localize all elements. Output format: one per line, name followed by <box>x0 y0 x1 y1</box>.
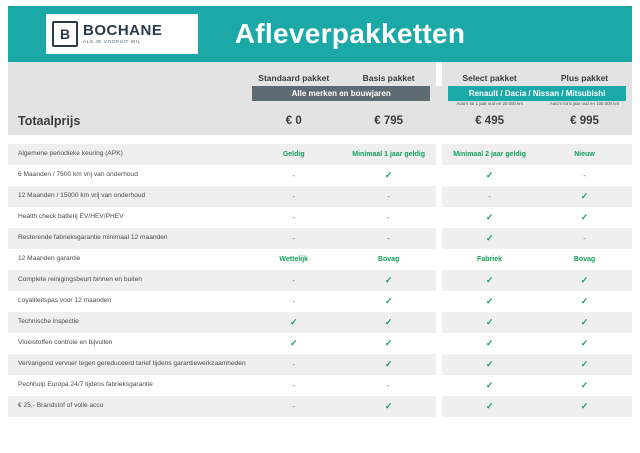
feature-value <box>246 270 341 291</box>
value-text: Geldig <box>282 150 305 158</box>
table-row <box>8 312 632 333</box>
fineprint-empty <box>8 101 246 110</box>
table-row <box>8 270 632 291</box>
dash-icon: - <box>583 233 586 243</box>
band-cell <box>442 62 537 70</box>
check-icon: ✓ <box>485 169 494 180</box>
feature-value <box>246 144 341 165</box>
feature-label: Loyaliteitspas voor 12 maanden <box>8 291 246 312</box>
check-icon: ✓ <box>485 274 494 285</box>
header-empty-cell <box>8 70 246 86</box>
feature-value <box>537 312 632 333</box>
gap-cell <box>8 135 246 144</box>
feature-value <box>537 375 632 396</box>
brandband-left-label: Alle merken en bouwjaren <box>252 86 430 101</box>
feature-value <box>537 270 632 291</box>
check-icon: ✓ <box>580 379 589 390</box>
feature-value <box>341 291 436 312</box>
check-icon: ✓ <box>384 316 393 327</box>
page-header <box>8 6 632 62</box>
check-icon: ✓ <box>580 400 589 411</box>
value-text: Minimaal 1 jaar geldig <box>352 150 426 158</box>
feature-value <box>246 312 341 333</box>
feature-value <box>537 207 632 228</box>
dash-icon: - <box>292 275 296 285</box>
feature-label: Pechhulp Europa 24/7 tijdens fabrieksgarantie <box>8 375 246 396</box>
check-icon: ✓ <box>485 232 494 243</box>
package-name-basis: Basis pakket <box>341 70 436 86</box>
feature-label: Technische inspectie <box>8 312 246 333</box>
feature-value <box>537 186 632 207</box>
feature-value <box>246 396 341 417</box>
total-price-label: Totaalprijs <box>8 110 246 135</box>
package-header-row <box>8 70 632 86</box>
check-icon: ✓ <box>485 400 494 411</box>
fineprint-text <box>246 103 341 107</box>
value-text: Bovag <box>573 255 596 263</box>
feature-label: Vloeistoffen controle en bijvullen <box>8 333 246 354</box>
fineprint-plus <box>537 101 632 110</box>
feature-value <box>246 165 341 186</box>
check-icon: ✓ <box>289 316 298 327</box>
feature-value <box>442 396 537 417</box>
feature-value <box>442 249 537 270</box>
feature-value <box>442 207 537 228</box>
feature-value <box>341 333 436 354</box>
feature-value <box>341 249 436 270</box>
dash-icon: - <box>387 233 390 243</box>
band-cell <box>537 62 632 70</box>
check-icon: ✓ <box>485 337 494 348</box>
check-icon: ✓ <box>485 295 494 306</box>
check-icon: ✓ <box>580 190 589 201</box>
table-row <box>8 291 632 312</box>
dash-icon: - <box>292 170 296 180</box>
band-cell <box>8 62 246 70</box>
feature-label: 12 Maanden / 15000 km vrij van onderhoud <box>8 186 246 207</box>
check-icon: ✓ <box>580 316 589 327</box>
check-icon: ✓ <box>580 295 589 306</box>
check-icon: ✓ <box>384 274 393 285</box>
feature-value <box>341 144 436 165</box>
feature-value <box>341 186 436 207</box>
table-row <box>8 249 632 270</box>
feature-value <box>442 354 537 375</box>
total-price-standaard: € 0 <box>246 110 341 135</box>
gap-cell <box>341 135 436 144</box>
check-icon: ✓ <box>384 337 393 348</box>
band-cell <box>341 62 436 70</box>
value-text: Nieuw <box>574 150 595 158</box>
value-text: Bovag <box>377 255 400 263</box>
table-row <box>8 228 632 249</box>
table-row <box>8 375 632 396</box>
check-icon: ✓ <box>485 379 494 390</box>
dash-icon: - <box>292 380 296 390</box>
logo-text <box>83 23 162 45</box>
check-icon: ✓ <box>580 337 589 348</box>
feature-value <box>537 228 632 249</box>
feature-label: Health check batterij EV/HEV/PHEV <box>8 207 246 228</box>
value-text: Minimaal 2 jaar geldig <box>453 150 526 158</box>
brandband-empty <box>8 86 246 101</box>
feature-value <box>537 354 632 375</box>
feature-label: € 25,- Brandstof of volle accu <box>8 396 246 417</box>
feature-value <box>246 249 341 270</box>
feature-value <box>341 270 436 291</box>
fineprint-text: Auto's tot 5 jaar oud en 100.000 km <box>549 101 620 106</box>
check-icon: ✓ <box>384 169 393 180</box>
table-row <box>8 207 632 228</box>
feature-label: Algemene periodieke keuring (APK) <box>8 144 246 165</box>
total-price-plus: € 995 <box>537 110 632 135</box>
feature-label: Vervangend vervoer tegen gereduceerd tarief tijdens garantiewerkzaamheden <box>8 354 246 375</box>
feature-value <box>442 312 537 333</box>
check-icon: ✓ <box>485 211 494 222</box>
check-icon: ✓ <box>485 316 494 327</box>
feature-value <box>341 354 436 375</box>
packages-table <box>8 62 632 144</box>
table-row <box>8 186 632 207</box>
package-name-standaard: Standaard pakket <box>246 70 341 86</box>
value-text: Fabriek <box>477 255 503 263</box>
feature-value <box>442 375 537 396</box>
fineprint-select <box>442 101 537 110</box>
feature-value <box>537 249 632 270</box>
package-name-plus: Plus pakket <box>537 70 632 86</box>
logo-name: BOCHANE <box>83 22 163 40</box>
table-gap-row <box>8 135 632 144</box>
feature-value <box>442 270 537 291</box>
feature-value <box>442 228 537 249</box>
dash-icon: - <box>583 170 586 180</box>
feature-value <box>341 312 436 333</box>
dash-icon: - <box>292 359 296 369</box>
feature-value <box>341 228 436 249</box>
feature-value <box>537 291 632 312</box>
feature-value <box>341 375 436 396</box>
feature-value <box>246 228 341 249</box>
package-fineprint-row <box>8 101 632 110</box>
page-title: Afleverpakketten <box>234 18 466 49</box>
check-icon: ✓ <box>580 274 589 285</box>
dash-icon: - <box>387 212 390 222</box>
feature-label: 12 Maanden garantie <box>8 249 246 270</box>
dash-icon: - <box>488 191 491 201</box>
check-icon: ✓ <box>580 358 589 369</box>
table-top-band <box>8 62 632 70</box>
dash-icon: - <box>292 401 296 411</box>
table-row <box>8 396 632 417</box>
check-icon: ✓ <box>384 400 393 411</box>
gap-cell <box>246 135 341 144</box>
check-icon: ✓ <box>384 358 393 369</box>
brandband-right-label: Renault / Dacia / Nissan / Mitsubishi <box>448 86 626 101</box>
fineprint-basis <box>341 101 436 110</box>
logo-tagline: ALS JE VOORUIT WIL <box>83 39 141 45</box>
feature-label: 6 Maanden / 7500 km vrij van onderhoud <box>8 165 246 186</box>
feature-label: Complete reinigingsbeurt binnen en buiten <box>8 270 246 291</box>
feature-value <box>246 375 341 396</box>
feature-value <box>246 207 341 228</box>
dash-icon: - <box>292 296 296 306</box>
features-table <box>8 144 632 417</box>
feature-value <box>246 354 341 375</box>
fineprint-standaard <box>246 101 341 110</box>
feature-value <box>442 291 537 312</box>
total-price-row <box>8 110 632 135</box>
check-icon: ✓ <box>289 337 298 348</box>
brandband-right <box>442 86 632 101</box>
feature-value <box>341 396 436 417</box>
feature-value <box>442 144 537 165</box>
dash-icon: - <box>292 191 296 201</box>
feature-value <box>442 165 537 186</box>
package-brand-band-row <box>8 86 632 101</box>
check-icon: ✓ <box>485 358 494 369</box>
table-row <box>8 354 632 375</box>
table-row <box>8 165 632 186</box>
feature-value <box>246 333 341 354</box>
gap-cell <box>442 135 537 144</box>
feature-value <box>442 333 537 354</box>
feature-label: Resterende fabrieksgarantie minimaal 12 maanden <box>8 228 246 249</box>
fineprint-text: Auto's tot 1 jaar oud en 20.000 km <box>456 101 523 106</box>
feature-value <box>537 144 632 165</box>
feature-value <box>537 396 632 417</box>
band-cell <box>246 62 341 70</box>
feature-value <box>246 291 341 312</box>
feature-value <box>442 186 537 207</box>
table-row <box>8 144 632 165</box>
fineprint-text <box>341 103 436 107</box>
dash-icon: - <box>387 380 390 390</box>
total-price-select: € 495 <box>442 110 537 135</box>
feature-value <box>341 165 436 186</box>
dash-icon: - <box>387 191 390 201</box>
check-icon: ✓ <box>580 211 589 222</box>
table-row <box>8 333 632 354</box>
dash-icon: - <box>292 212 296 222</box>
feature-value <box>537 333 632 354</box>
logo <box>46 14 198 54</box>
package-name-select: Select pakket <box>442 70 537 86</box>
feature-value <box>246 186 341 207</box>
logo-mark-icon: B <box>52 21 78 47</box>
check-icon: ✓ <box>384 295 393 306</box>
feature-value <box>537 165 632 186</box>
gap-cell <box>537 135 632 144</box>
brandband-left <box>246 86 436 101</box>
dash-icon: - <box>292 233 296 243</box>
value-text: Wettelijk <box>279 255 309 263</box>
total-price-basis: € 795 <box>341 110 436 135</box>
feature-value <box>341 207 436 228</box>
